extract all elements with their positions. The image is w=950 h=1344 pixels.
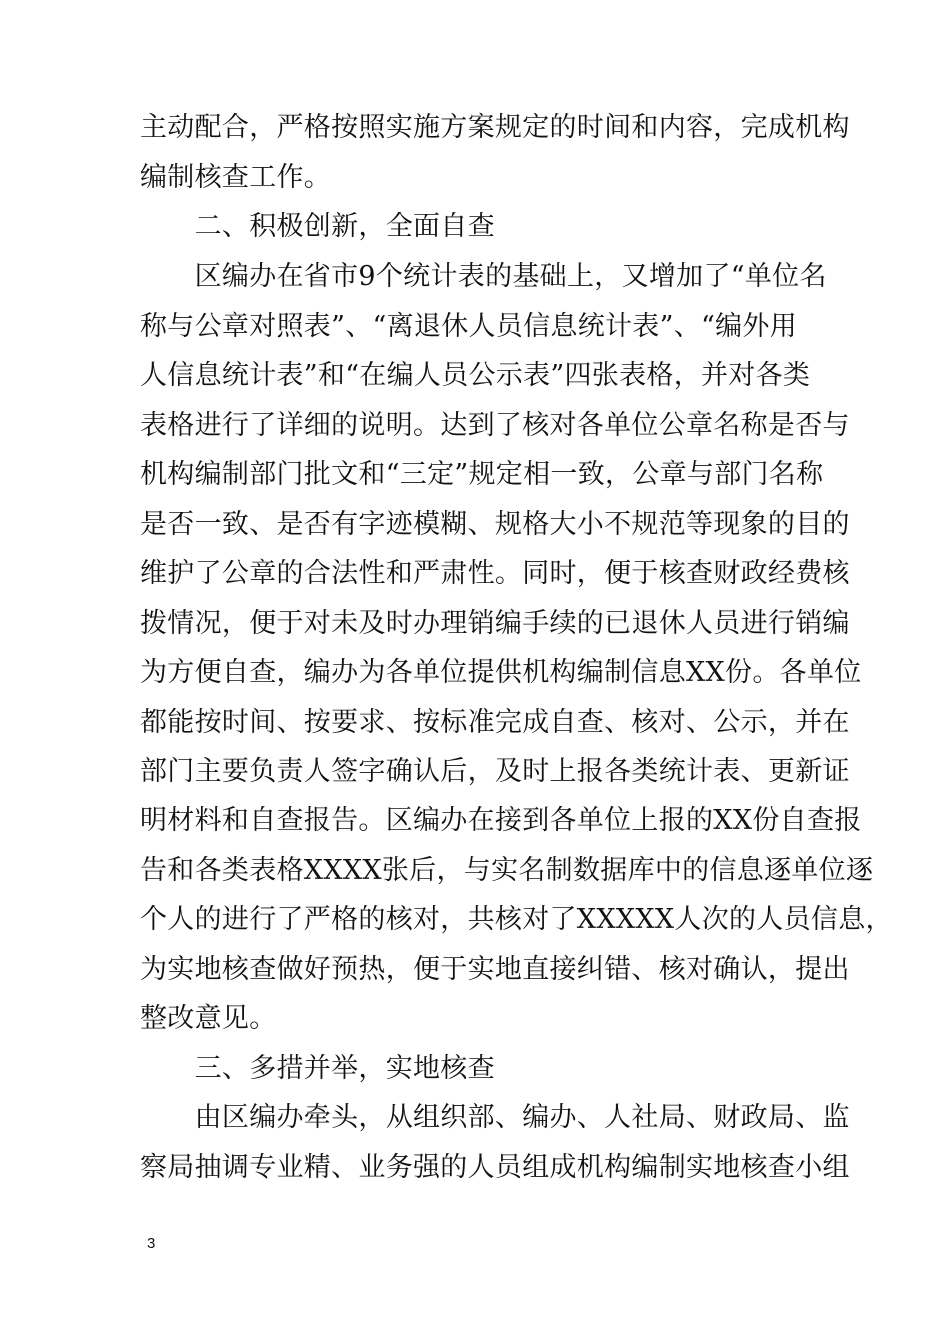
text-line: 主动配合，严格按照实施方案规定的时间和内容，完成机构 — [140, 112, 850, 143]
text-line: 区编办在省市9个统计表的基础上，又增加了“单位名 — [140, 261, 827, 292]
text-line: 部门主要负责人签字确认后，及时上报各类统计表、更新证 — [140, 756, 850, 787]
text-line: 为方便自查，编办为各单位提供机构编制信息XX份。各单位 — [140, 657, 862, 688]
text-line: 为实地核查做好预热，便于实地直接纠错、核对确认，提出 — [140, 954, 850, 985]
text-line: 编制核查工作。 — [140, 162, 332, 193]
text-line: 明材料和自查报告。区编办在接到各单位上报的XX份自查报 — [140, 805, 862, 836]
text-line: 察局抽调专业精、业务强的人员组成机构编制实地核查小组 — [140, 1152, 850, 1183]
text-line: 人信息统计表”和“在编人员公示表”四张表格，并对各类 — [140, 360, 811, 391]
section-heading: 三、多措并举，实地核查 — [140, 1053, 495, 1084]
section-heading: 二、积极创新，全面自查 — [140, 211, 495, 242]
text-line: 称与公章对照表”、“离退休人员信息统计表”、“编外用 — [140, 311, 798, 342]
text-line: 由区编办牵头，从组织部、编办、人社局、财政局、监 — [140, 1102, 850, 1133]
text-line: 机构编制部门批文和“三定”规定相一致，公章与部门名称 — [140, 459, 824, 490]
text-line: 整改意见。 — [140, 1003, 277, 1034]
page-number: 3 — [147, 1235, 156, 1252]
text-line: 都能按时间、按要求、按标准完成自查、核对、公示，并在 — [140, 707, 850, 738]
text-line: 告和各类表格XXXX张后，与实名制数据库中的信息逐单位逐 — [140, 855, 874, 886]
text-line: 个人的进行了严格的核对，共核对了XXXXX人次的人员信息， — [140, 904, 893, 935]
text-line: 维护了公章的合法性和严肃性。同时，便于核查财政经费核 — [140, 558, 850, 589]
text-line: 是否一致、是否有字迹模糊、规格大小不规范等现象的目的 — [140, 509, 850, 540]
text-line: 拨情况，便于对未及时办理销编手续的已退休人员进行销编 — [140, 608, 850, 639]
text-line: 表格进行了详细的说明。达到了核对各单位公章名称是否与 — [140, 410, 850, 441]
